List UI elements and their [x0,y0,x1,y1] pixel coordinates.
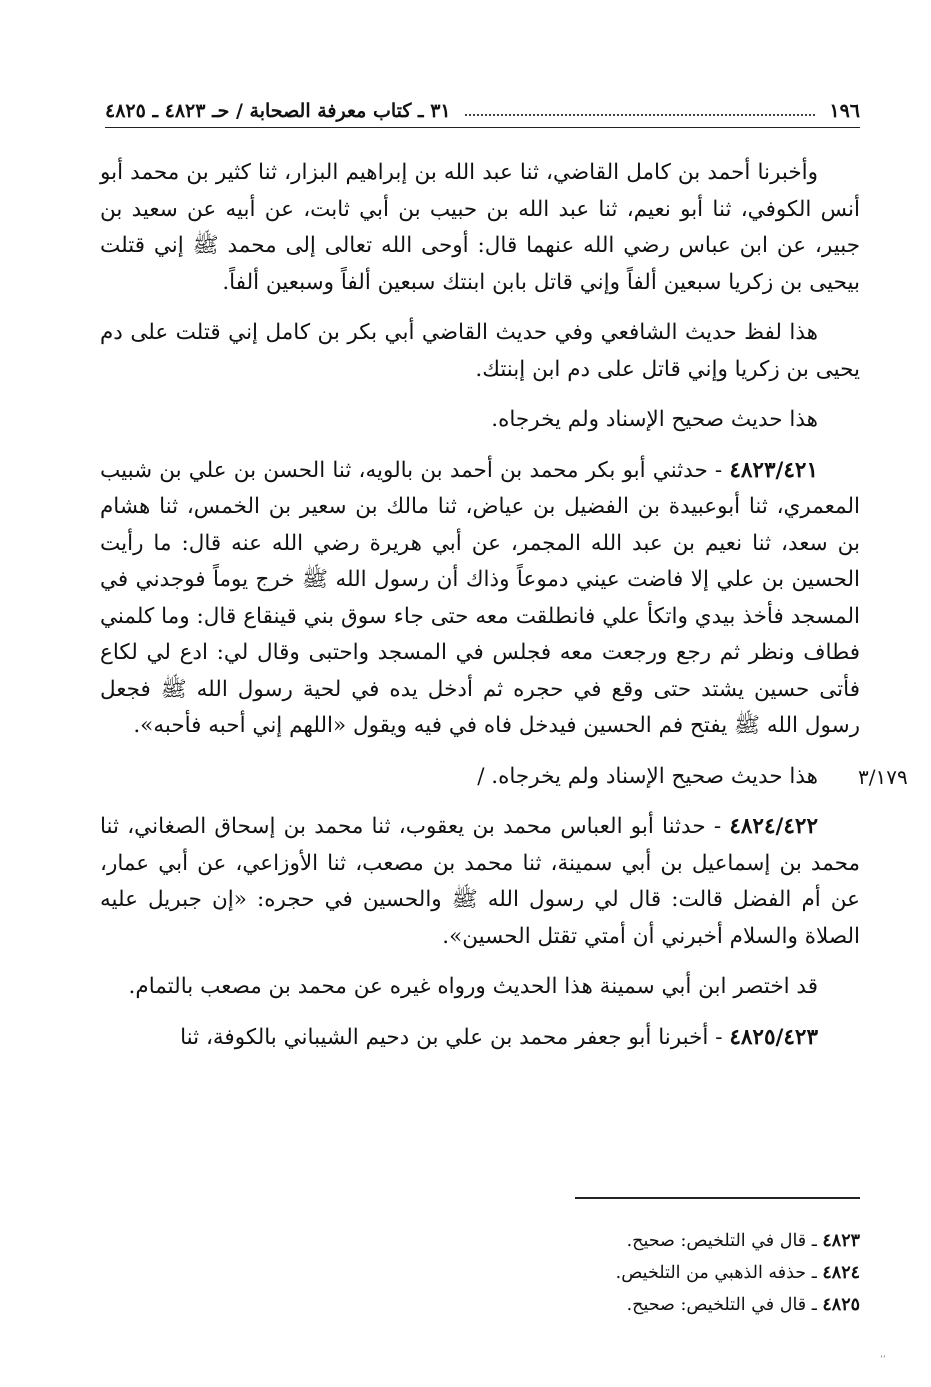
header-rule [105,127,860,128]
footnote: ٤٨٢٣ ـ قال في التلخيص: صحيح. [626,1231,860,1251]
hadith-4823: ٤٨٢٣/٤٢١ - حدثني أبو بكر محمد بن أحمد بن بالويه، ثنا الحسن بن علي بن شبيب المعمري، ثنا أبوعبيدة بن الفضيل بن عياض، ثنا مالك بن سعير بن الخمس، ثنا هشام بن سعد، ثنا نعيم بن عبد الله المجمر، عن أبي هريرة رضي الله عنه قال: ما رأيت الحسين بن علي إلا فاضت عيني دموعاً وذاك أن رسول الله ﷺ خرج يوماً فوجدني في المسجد فأخذ بيدي واتكأ علي فانطلقت معه حتى جاء سوق بني قينقاع قال: وما كلمني فطاف ونظر ثم رجع ورجعت معه فجلس في المسجد واحتبى وقال لي: ادع لي لكاع فأتى حسين يشتد حتى وقع في حجره ثم أدخل يده في لحية رسول الله ﷺ فجعل رسول الله ﷺ يفتح فم الحسين فيدخل فاه في فيه ويقول «اللهم إني أحبه فأحبه». [100,457,860,738]
footnote: ٤٨٢٤ ـ حذفه الذهبي من التلخيص. [615,1263,860,1283]
footnote-rule [575,1197,860,1199]
main-text [100,155,860,1070]
paragraph: هذا حديث صحيح الإسناد ولم يخرجاه. / [477,763,818,789]
paragraph: هذا لفظ حديث الشافعي وفي حديث القاضي أبي بكر بن كامل إني قتلت على دم يحيى بن زكريا وإني قاتل على دم ابن إبنتك. [100,320,860,382]
hadith-number: ٤٨٢٣/٤٢١ [729,457,818,483]
footnote: ٤٨٢٥ ـ قال في التلخيص: صحيح. [626,1295,860,1315]
hadith-number: ٤٨٢٤/٤٢٢ [729,814,818,839]
hadith-4825: ٤٨٢٥/٤٢٣ - أخبرنا أبو جعفر محمد بن علي بن دحيم الشيباني بالكوفة، ثنا [180,1024,818,1050]
footnotes [300,1225,860,1321]
corner-mark: ٬٬ [880,1355,886,1365]
hadith-4824: ٤٨٢٤/٤٢٢ - حدثنا أبو العباس محمد بن يعقوب، ثنا محمد بن إسحاق الصغاني، ثنا محمد بن إسماعيل بن أبي سمينة، ثنا محمد بن مصعب، ثنا الأوزاعي، عن أبي عمار، عن أم الفضل قالت: قال لي رسول الله ﷺ والحسين في حجره: «إن جبريل عليه الصلاة والسلام أخبرني أن أمتي تقتل الحسين». [100,814,860,949]
paragraph: قد اختصر ابن أبي سمينة هذا الحديث ورواه غيره عن محمد بن مصعب بالتمام. [128,974,818,999]
hadith-number: ٤٨٢٥/٤٢٣ [729,1024,818,1050]
paragraph: هذا حديث صحيح الإسناد ولم يخرجاه. [491,407,818,432]
page-number: ١٩٦ [829,100,860,122]
paragraph: وأخبرنا أحمد بن كامل القاضي، ثنا عبد الله بن إبراهيم البزار، ثنا كثير بن محمد أبو أنس الكوفي، ثنا أبو نعيم، ثنا عبد الله بن حبيب بن أبي ثابت، عن أبيه عن سعيد بن جبير، عن ابن عباس رضي الله عنهما قال: أوحى الله تعالى إلى محمد ﷺ إني قتلت بيحيى بن زكريا سبعين ألفاً وإني قاتل بابن ابنتك سبعين ألفاً وسبعين ألفاً. [100,160,860,295]
running-title: ٣١ ـ كتاب معرفة الصحابة / حـ ٤٨٢٣ ـ ٤٨٢٥ [105,100,451,122]
header-dots [465,114,816,116]
page-header [105,92,860,122]
margin-volume-reference: ٣/١٧٩ [858,765,908,789]
